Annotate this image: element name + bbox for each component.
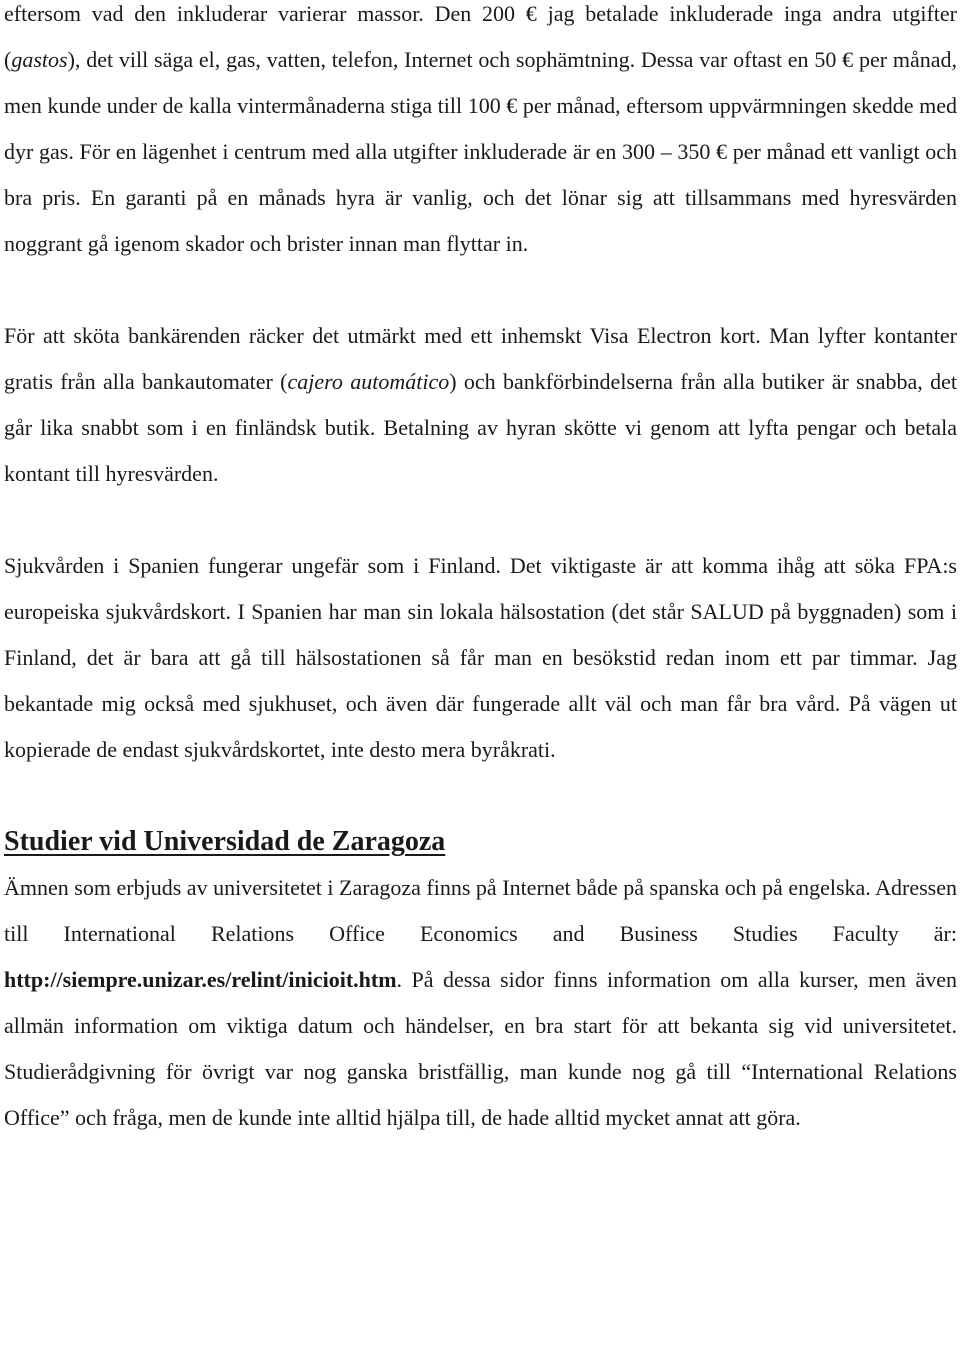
banking-italic-term: cajero automático xyxy=(287,369,450,394)
housing-text-part1: eftersom vad den inkluderar varierar massor. Den 200 € jag betalade inkluderade inga andra utgifter ( xyxy=(4,1,957,72)
health-text: Sjukvården i Spanien fungerar ungefär som i Finland. Det viktigaste är att komma ihåg att söka FPA:s europeiska sjukvårdskort. I Spanien har man sin lokala hälsostation (det står SALUD på byggnaden) som i Finland, det är bara att gå till hälsostationen så får man en besökstid redan inom ett par timmar. Jag bekantade mig också med sjukhuset, och även där fungerade allt väl och man får bra vård. På vägen ut kopierade de endast sjukvårdskortet, inte desto mera byråkrati. xyxy=(4,553,957,762)
studies-text-part2: . På dessa sidor finns information om alla kurser, men även allmän information om viktiga datum och händelser, en bra start för att bekanta sig vid universitetet. Studierådgivning för övrigt var nog ganska bristfällig, man kunde nog gå till “International Relations Office” och fråga, men de kunde inte alltid hjälpa till, de hade alltid mycket annat att göra. xyxy=(4,967,957,1130)
paragraph-health xyxy=(4,543,957,773)
paragraph-housing xyxy=(4,0,957,267)
housing-text-part2: ), det vill säga el, gas, vatten, telefon, Internet och sophämtning. Dessa var oftast en 50 € per månad, men kunde under de kalla vintermånaderna stiga till 100 € per månad, eftersom uppvärmningen skedde med dyr gas. För en lägenhet i centrum med alla utgifter inkluderade är en 300 – 350 € per månad ett vanligt och bra pris. En garanti på en månads hyra är vanlig, och det lönar sig att tillsammans med hyresvärden noggrant gå igenom skador och brister innan man flyttar in. xyxy=(4,47,957,256)
paragraph-banking xyxy=(4,313,957,497)
studies-text-part1: Ämnen som erbjuds av universitetet i Zaragoza finns på Internet både på spanska och på engelska. Adressen till International Relations Office Economics and Business Studies Faculty är: xyxy=(4,875,957,946)
housing-italic-term: gastos xyxy=(11,47,68,72)
banking-text-part1: För att sköta bankärenden räcker det utmärkt med ett inhemskt Visa Electron kort. Man lyfter kontanter gratis från alla bankautomater ( xyxy=(4,323,957,394)
section-heading-studies: Studier vid Universidad de Zaragoza xyxy=(4,826,446,857)
studies-url: http://siempre.unizar.es/relint/inicioit.htm xyxy=(4,967,397,992)
paragraph-studies xyxy=(4,865,957,1141)
banking-text-part2: ) och bankförbindelserna från alla butiker är snabba, det går lika snabbt som i en finländsk butik. Betalning av hyran skötte vi genom att lyfta pengar och betala kontant till hyresvärden. xyxy=(4,369,957,486)
document-page xyxy=(4,0,957,1141)
